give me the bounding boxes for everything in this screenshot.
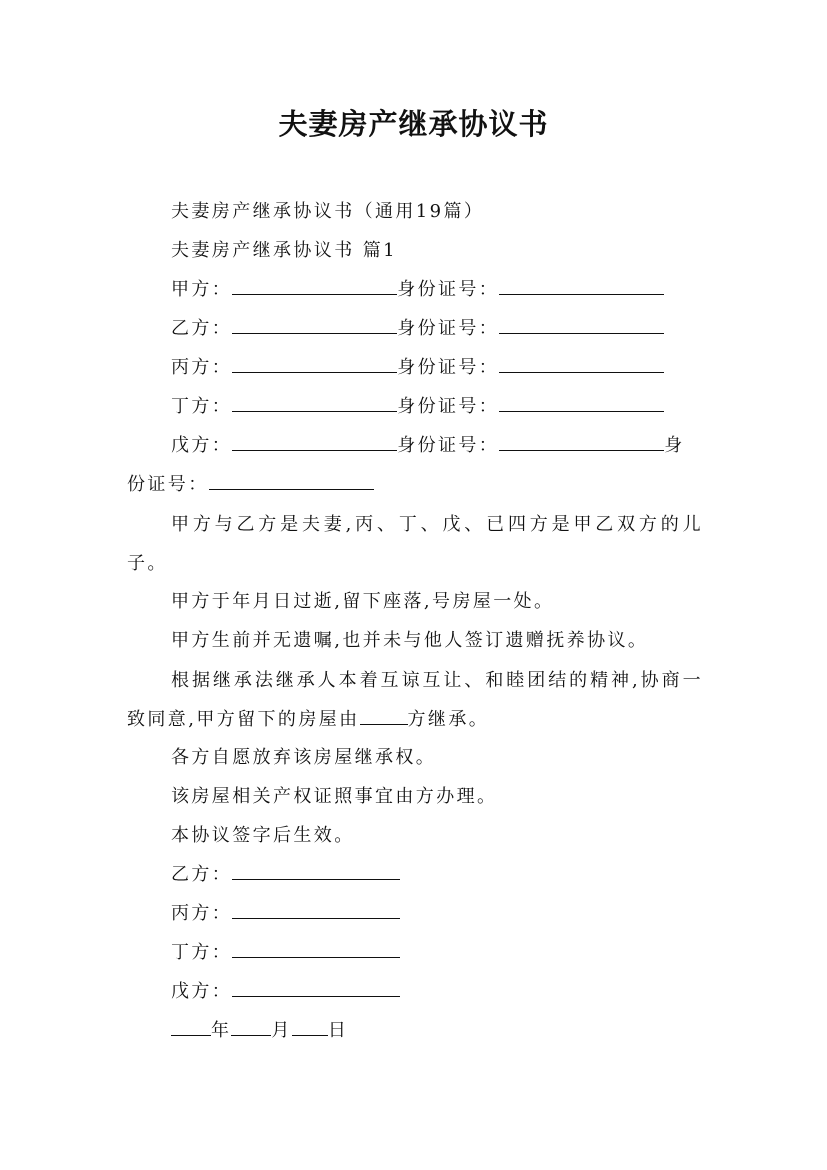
month-blank bbox=[231, 1019, 271, 1036]
para-agree-text: 根据继承法继承人本着互谅互让、和睦团结的精神,协商一致同意,甲方留下的房屋由 bbox=[127, 670, 703, 730]
party-label: 戊方： bbox=[171, 435, 233, 456]
party-label: 甲方： bbox=[171, 279, 233, 300]
signature-label: 丁方： bbox=[171, 942, 233, 963]
date-line bbox=[171, 1019, 348, 1043]
party-label: 丁方： bbox=[171, 396, 233, 417]
name-blank bbox=[232, 395, 397, 412]
party-line-bing bbox=[171, 356, 664, 380]
signature-ding bbox=[171, 941, 400, 965]
id-blank bbox=[209, 473, 374, 490]
id-label: 身份证号： bbox=[397, 435, 500, 456]
id-label: 身份证号： bbox=[397, 396, 500, 417]
month-label: 月 bbox=[271, 1020, 292, 1041]
id-blank bbox=[499, 395, 664, 412]
id-blank bbox=[499, 356, 664, 373]
signature-label: 戊方： bbox=[171, 981, 233, 1002]
signature-blank bbox=[232, 941, 400, 958]
party-label: 丙方： bbox=[171, 357, 233, 378]
signature-yi bbox=[171, 863, 400, 887]
day-blank bbox=[292, 1019, 328, 1036]
para-agree bbox=[127, 661, 703, 739]
para-agree-end: 方继承。 bbox=[407, 709, 490, 730]
id-blank bbox=[499, 317, 664, 334]
para-will: 甲方生前并无遗嘱,也并未与他人签订遗赠抚养协议。 bbox=[171, 630, 649, 651]
para-relation: 甲方与乙方是夫妻,丙、丁、戊、已四方是甲乙双方的儿子。 bbox=[127, 514, 703, 574]
signature-bing bbox=[171, 902, 400, 926]
signature-blank bbox=[232, 863, 400, 880]
party-line-wu-cont bbox=[127, 473, 374, 497]
signature-blank bbox=[232, 980, 400, 997]
id-label-tail: 份证号： bbox=[127, 474, 209, 495]
id-blank bbox=[499, 278, 664, 295]
id-label: 身份证号： bbox=[397, 279, 500, 300]
para-effect: 本协议签字后生效。 bbox=[171, 825, 355, 846]
document-title: 夫妻房产继承协议书 bbox=[278, 107, 549, 141]
subtitle: 夫妻房产继承协议书（通用19篇） bbox=[171, 201, 485, 222]
signature-wu bbox=[171, 980, 400, 1004]
day-label: 日 bbox=[327, 1020, 349, 1041]
year-blank bbox=[171, 1019, 211, 1036]
id-label-head: 身 bbox=[664, 435, 685, 456]
id-label: 身份证号： bbox=[397, 318, 500, 339]
name-blank bbox=[232, 317, 397, 334]
name-blank bbox=[232, 434, 397, 451]
signature-blank bbox=[232, 902, 400, 919]
party-line-wu bbox=[171, 434, 685, 458]
signature-label: 乙方： bbox=[171, 864, 233, 885]
name-blank bbox=[232, 356, 397, 373]
name-blank bbox=[232, 278, 397, 295]
para-death: 甲方于年月日过逝,留下座落,号房屋一处。 bbox=[171, 591, 555, 612]
party-label: 乙方： bbox=[171, 318, 233, 339]
id-blank bbox=[499, 434, 664, 451]
heir-blank bbox=[360, 708, 408, 725]
para-cert: 该房屋相关产权证照事宜由方办理。 bbox=[171, 786, 498, 807]
section-heading: 夫妻房产继承协议书 篇1 bbox=[171, 240, 397, 261]
party-line-ding bbox=[171, 395, 664, 419]
id-label: 身份证号： bbox=[397, 357, 500, 378]
party-line-yi bbox=[171, 317, 664, 341]
year-label: 年 bbox=[211, 1020, 232, 1041]
signature-label: 丙方： bbox=[171, 903, 233, 924]
party-line-jia bbox=[171, 278, 664, 302]
para-waive: 各方自愿放弃该房屋继承权。 bbox=[171, 747, 437, 768]
